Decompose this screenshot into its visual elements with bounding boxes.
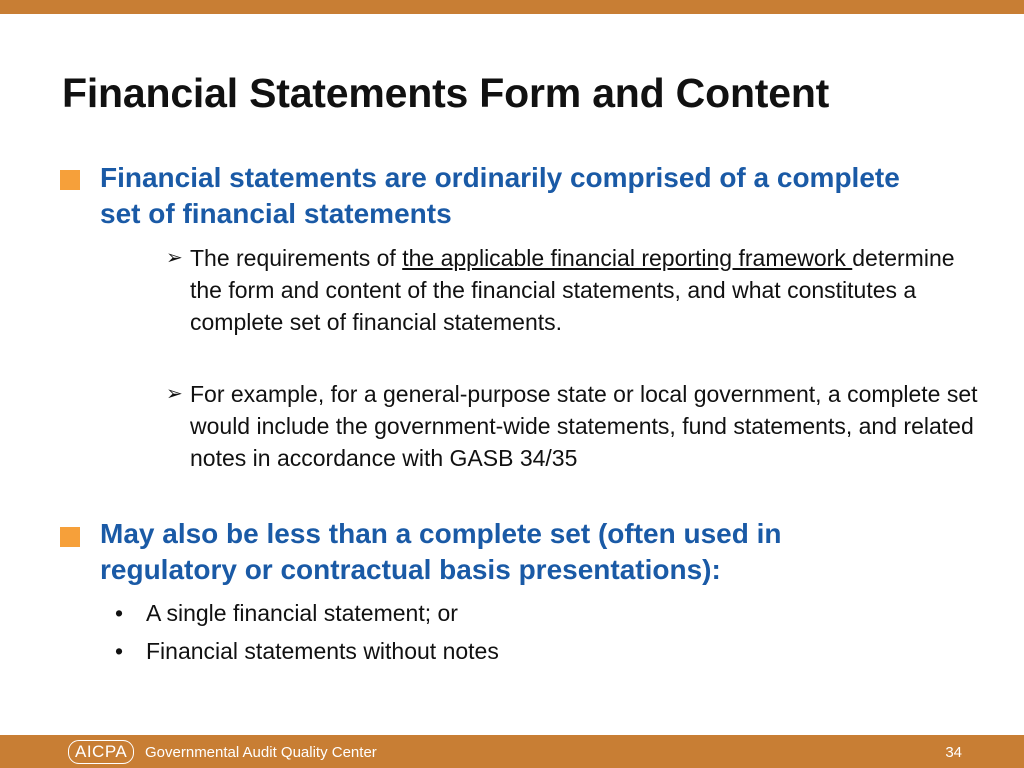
arrow-bullet-icon: ➢ [166, 383, 183, 405]
sub-bullet-lead: The requirements of [190, 245, 403, 271]
square-bullet-icon [60, 527, 80, 547]
bullet-level1: Financial statements are ordinarily comprised of a complete set of financial statements [100, 162, 900, 229]
bullet-level3: A single financial statement; or [146, 600, 458, 626]
slide-title: Financial Statements Form and Content [62, 70, 830, 116]
square-bullet-icon [60, 170, 80, 190]
framework-link-text: the applicable financial reporting framework [402, 245, 853, 271]
bullet-level3: Financial statements without notes [146, 638, 499, 664]
aicpa-logo: AICPA [68, 740, 134, 764]
page-number: 34 [945, 744, 962, 761]
bullet-level1: May also be less than a complete set (often used in regulatory or contractual basis presentations): [100, 518, 782, 585]
arrow-bullet-icon: ➢ [166, 247, 183, 269]
bullet-level2 [190, 242, 980, 338]
dot-bullet-icon: • [115, 638, 124, 664]
sub-bullet-rest: determine the form and content of the financial statements, and what constitutes a complete set of financial statements. [190, 245, 955, 335]
footer-center-name: Governmental Audit Quality Center [145, 744, 377, 761]
dot-bullet-icon: • [115, 600, 124, 626]
footer-bar [0, 735, 1024, 768]
bullet-level2: For example, for a general-purpose state or local government, a complete set would include the government-wide statements, fund statements, and related notes in accordance with GASB 34/35 [190, 381, 978, 471]
top-accent-bar [0, 0, 1024, 14]
